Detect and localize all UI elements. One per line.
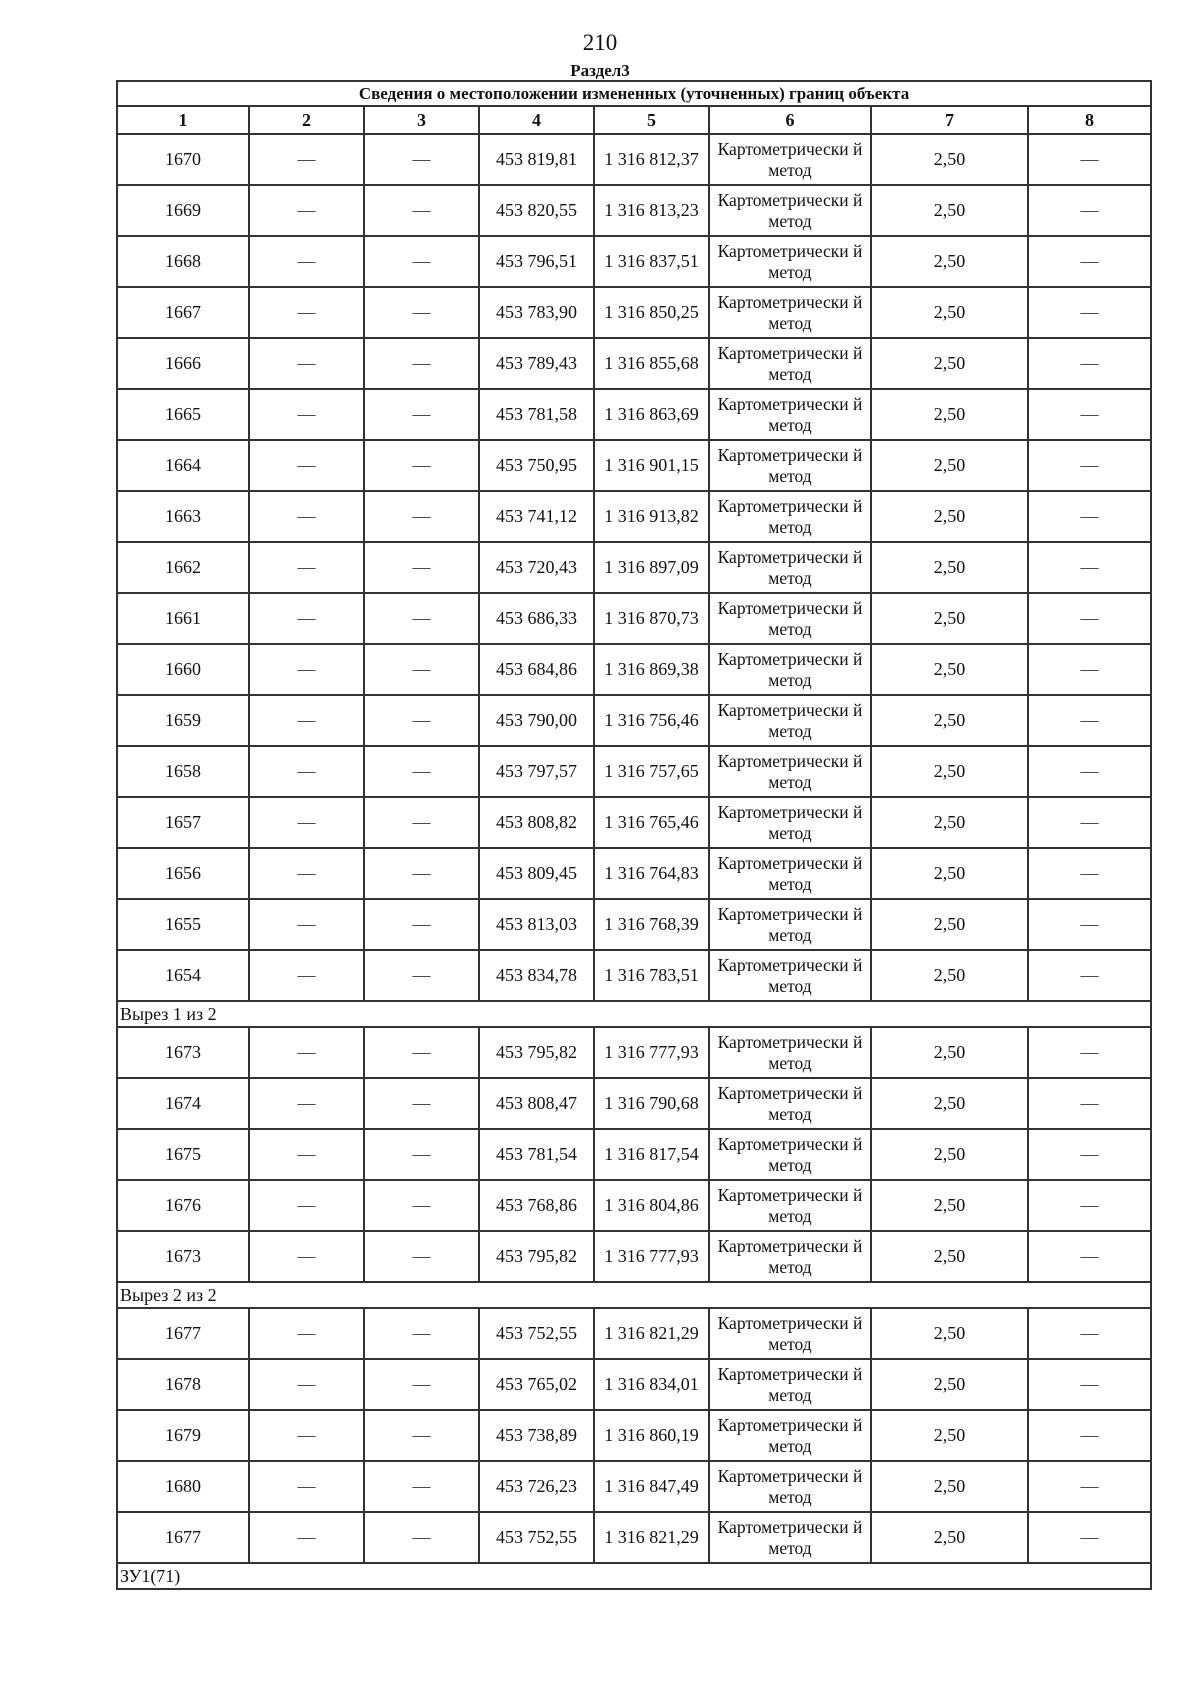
accuracy-cell: 2,50 <box>871 338 1028 389</box>
page-number: 210 <box>582 30 618 55</box>
column-2-cell: — <box>249 287 364 338</box>
accuracy-cell: 2,50 <box>871 950 1028 1001</box>
y-coordinate-cell: 1 316 812,37 <box>594 134 709 185</box>
column-3-cell: — <box>364 389 479 440</box>
point-number-cell: 1680 <box>117 1461 249 1512</box>
point-number-cell: 1662 <box>117 542 249 593</box>
table-row <box>117 134 1151 185</box>
x-coordinate-cell: 453 726,23 <box>479 1461 594 1512</box>
accuracy-cell: 2,50 <box>871 440 1028 491</box>
x-coordinate-cell: 453 720,43 <box>479 542 594 593</box>
column-header-1: 1 <box>117 106 249 134</box>
accuracy-cell: 2,50 <box>871 695 1028 746</box>
x-coordinate-cell: 453 783,90 <box>479 287 594 338</box>
method-cell: Картометрически й метод <box>709 338 871 389</box>
point-number-cell: 1654 <box>117 950 249 1001</box>
method-cell: Картометрически й метод <box>709 1180 871 1231</box>
point-number-cell: 1676 <box>117 1180 249 1231</box>
x-coordinate-cell: 453 795,82 <box>479 1231 594 1282</box>
point-number-cell: 1668 <box>117 236 249 287</box>
table-row <box>117 1359 1151 1410</box>
point-number-cell: 1678 <box>117 1359 249 1410</box>
method-cell: Картометрически й метод <box>709 440 871 491</box>
y-coordinate-cell: 1 316 834,01 <box>594 1359 709 1410</box>
accuracy-cell: 2,50 <box>871 287 1028 338</box>
accuracy-cell: 2,50 <box>871 593 1028 644</box>
column-8-cell: — <box>1028 950 1151 1001</box>
y-coordinate-cell: 1 316 821,29 <box>594 1308 709 1359</box>
column-8-cell: — <box>1028 236 1151 287</box>
section-label: ЗУ1(71) <box>117 1563 1151 1589</box>
x-coordinate-cell: 453 796,51 <box>479 236 594 287</box>
x-coordinate-cell: 453 819,81 <box>479 134 594 185</box>
section-label: Вырез 2 из 2 <box>117 1282 1151 1308</box>
column-2-cell: — <box>249 1078 364 1129</box>
column-3-cell: — <box>364 185 479 236</box>
x-coordinate-cell: 453 820,55 <box>479 185 594 236</box>
column-2-cell: — <box>249 338 364 389</box>
point-number-cell: 1655 <box>117 899 249 950</box>
column-2-cell: — <box>249 1512 364 1563</box>
y-coordinate-cell: 1 316 757,65 <box>594 746 709 797</box>
table-row <box>117 542 1151 593</box>
point-number-cell: 1663 <box>117 491 249 542</box>
y-coordinate-cell: 1 316 913,82 <box>594 491 709 542</box>
y-coordinate-cell: 1 316 855,68 <box>594 338 709 389</box>
column-3-cell: — <box>364 1308 479 1359</box>
y-coordinate-cell: 1 316 783,51 <box>594 950 709 1001</box>
column-2-cell: — <box>249 899 364 950</box>
accuracy-cell: 2,50 <box>871 236 1028 287</box>
column-3-cell: — <box>364 593 479 644</box>
table-row <box>117 287 1151 338</box>
column-3-cell: — <box>364 746 479 797</box>
coordinates-table <box>116 80 1152 1590</box>
point-number-cell: 1679 <box>117 1410 249 1461</box>
section-label: Вырез 1 из 2 <box>117 1001 1151 1027</box>
y-coordinate-cell: 1 316 756,46 <box>594 695 709 746</box>
column-8-cell: — <box>1028 1359 1151 1410</box>
x-coordinate-cell: 453 781,58 <box>479 389 594 440</box>
column-8-cell: — <box>1028 593 1151 644</box>
column-8-cell: — <box>1028 1231 1151 1282</box>
column-header-4: 4 <box>479 106 594 134</box>
table-row <box>117 1180 1151 1231</box>
point-number-cell: 1667 <box>117 287 249 338</box>
method-cell: Картометрически й метод <box>709 491 871 542</box>
method-cell: Картометрически й метод <box>709 1078 871 1129</box>
table-row <box>117 1410 1151 1461</box>
method-cell: Картометрически й метод <box>709 1410 871 1461</box>
point-number-cell: 1673 <box>117 1027 249 1078</box>
column-8-cell: — <box>1028 848 1151 899</box>
accuracy-cell: 2,50 <box>871 134 1028 185</box>
column-header-7: 7 <box>871 106 1028 134</box>
point-number-cell: 1657 <box>117 797 249 848</box>
column-3-cell: — <box>364 1180 479 1231</box>
column-3-cell: — <box>364 491 479 542</box>
table-row <box>117 848 1151 899</box>
column-8-cell: — <box>1028 134 1151 185</box>
column-8-cell: — <box>1028 1078 1151 1129</box>
method-cell: Картометрически й метод <box>709 134 871 185</box>
table-row <box>117 389 1151 440</box>
column-8-cell: — <box>1028 797 1151 848</box>
column-2-cell: — <box>249 950 364 1001</box>
column-3-cell: — <box>364 1027 479 1078</box>
method-cell: Картометрически й метод <box>709 593 871 644</box>
point-number-cell: 1659 <box>117 695 249 746</box>
method-cell: Картометрически й метод <box>709 542 871 593</box>
y-coordinate-cell: 1 316 777,93 <box>594 1231 709 1282</box>
x-coordinate-cell: 453 750,95 <box>479 440 594 491</box>
accuracy-cell: 2,50 <box>871 1231 1028 1282</box>
accuracy-cell: 2,50 <box>871 185 1028 236</box>
column-3-cell: — <box>364 950 479 1001</box>
x-coordinate-cell: 453 684,86 <box>479 644 594 695</box>
column-3-cell: — <box>364 1078 479 1129</box>
column-header-row <box>117 106 1151 134</box>
column-2-cell: — <box>249 695 364 746</box>
method-cell: Картометрически й метод <box>709 1308 871 1359</box>
column-3-cell: — <box>364 440 479 491</box>
method-cell: Картометрически й метод <box>709 899 871 950</box>
x-coordinate-cell: 453 795,82 <box>479 1027 594 1078</box>
column-2-cell: — <box>249 644 364 695</box>
accuracy-cell: 2,50 <box>871 389 1028 440</box>
x-coordinate-cell: 453 789,43 <box>479 338 594 389</box>
y-coordinate-cell: 1 316 817,54 <box>594 1129 709 1180</box>
point-number-cell: 1674 <box>117 1078 249 1129</box>
method-cell: Картометрически й метод <box>709 389 871 440</box>
y-coordinate-cell: 1 316 869,38 <box>594 644 709 695</box>
column-header-6: 6 <box>709 106 871 134</box>
column-2-cell: — <box>249 1231 364 1282</box>
method-cell: Картометрически й метод <box>709 1027 871 1078</box>
x-coordinate-cell: 453 797,57 <box>479 746 594 797</box>
column-8-cell: — <box>1028 695 1151 746</box>
column-header-2: 2 <box>249 106 364 134</box>
column-header-5: 5 <box>594 106 709 134</box>
accuracy-cell: 2,50 <box>871 644 1028 695</box>
column-8-cell: — <box>1028 1410 1151 1461</box>
column-8-cell: — <box>1028 1180 1151 1231</box>
table-row <box>117 1078 1151 1129</box>
x-coordinate-cell: 453 834,78 <box>479 950 594 1001</box>
method-cell: Картометрически й метод <box>709 1231 871 1282</box>
y-coordinate-cell: 1 316 847,49 <box>594 1461 709 1512</box>
method-cell: Картометрически й метод <box>709 848 871 899</box>
accuracy-cell: 2,50 <box>871 542 1028 593</box>
y-coordinate-cell: 1 316 860,19 <box>594 1410 709 1461</box>
table-row <box>117 1461 1151 1512</box>
table-row <box>117 644 1151 695</box>
y-coordinate-cell: 1 316 790,68 <box>594 1078 709 1129</box>
accuracy-cell: 2,50 <box>871 746 1028 797</box>
column-3-cell: — <box>364 134 479 185</box>
y-coordinate-cell: 1 316 768,39 <box>594 899 709 950</box>
point-number-cell: 1666 <box>117 338 249 389</box>
method-cell: Картометрически й метод <box>709 236 871 287</box>
method-cell: Картометрически й метод <box>709 797 871 848</box>
table-row <box>117 1512 1151 1563</box>
table-row <box>117 1231 1151 1282</box>
column-3-cell: — <box>364 1410 479 1461</box>
point-number-cell: 1669 <box>117 185 249 236</box>
table-row <box>117 338 1151 389</box>
point-number-cell: 1665 <box>117 389 249 440</box>
column-8-cell: — <box>1028 185 1151 236</box>
section-label-row <box>117 1282 1151 1308</box>
x-coordinate-cell: 453 768,86 <box>479 1180 594 1231</box>
accuracy-cell: 2,50 <box>871 1359 1028 1410</box>
accuracy-cell: 2,50 <box>871 1078 1028 1129</box>
table-row <box>117 899 1151 950</box>
point-number-cell: 1658 <box>117 746 249 797</box>
column-8-cell: — <box>1028 440 1151 491</box>
y-coordinate-cell: 1 316 777,93 <box>594 1027 709 1078</box>
column-2-cell: — <box>249 185 364 236</box>
table-row <box>117 1129 1151 1180</box>
column-3-cell: — <box>364 542 479 593</box>
column-3-cell: — <box>364 338 479 389</box>
y-coordinate-cell: 1 316 870,73 <box>594 593 709 644</box>
column-8-cell: — <box>1028 338 1151 389</box>
point-number-cell: 1664 <box>117 440 249 491</box>
column-2-cell: — <box>249 134 364 185</box>
column-2-cell: — <box>249 1129 364 1180</box>
x-coordinate-cell: 453 781,54 <box>479 1129 594 1180</box>
point-number-cell: 1660 <box>117 644 249 695</box>
y-coordinate-cell: 1 316 901,15 <box>594 440 709 491</box>
method-cell: Картометрически й метод <box>709 695 871 746</box>
point-number-cell: 1661 <box>117 593 249 644</box>
table-row <box>117 185 1151 236</box>
column-3-cell: — <box>364 1461 479 1512</box>
column-2-cell: — <box>249 1180 364 1231</box>
column-2-cell: — <box>249 1461 364 1512</box>
table-row <box>117 797 1151 848</box>
column-2-cell: — <box>249 491 364 542</box>
column-2-cell: — <box>249 593 364 644</box>
column-2-cell: — <box>249 1027 364 1078</box>
column-3-cell: — <box>364 644 479 695</box>
column-3-cell: — <box>364 1512 479 1563</box>
column-8-cell: — <box>1028 899 1151 950</box>
point-number-cell: 1677 <box>117 1512 249 1563</box>
x-coordinate-cell: 453 738,89 <box>479 1410 594 1461</box>
x-coordinate-cell: 453 809,45 <box>479 848 594 899</box>
accuracy-cell: 2,50 <box>871 848 1028 899</box>
method-cell: Картометрически й метод <box>709 1359 871 1410</box>
table-row <box>117 440 1151 491</box>
table-row <box>117 491 1151 542</box>
section-title: Раздел3 <box>570 61 630 80</box>
method-cell: Картометрически й метод <box>709 644 871 695</box>
column-2-cell: — <box>249 542 364 593</box>
point-number-cell: 1673 <box>117 1231 249 1282</box>
section-label-row <box>117 1001 1151 1027</box>
accuracy-cell: 2,50 <box>871 899 1028 950</box>
column-3-cell: — <box>364 287 479 338</box>
table-row <box>117 593 1151 644</box>
column-2-cell: — <box>249 440 364 491</box>
column-8-cell: — <box>1028 287 1151 338</box>
method-cell: Картометрически й метод <box>709 287 871 338</box>
accuracy-cell: 2,50 <box>871 1308 1028 1359</box>
column-8-cell: — <box>1028 491 1151 542</box>
y-coordinate-cell: 1 316 863,69 <box>594 389 709 440</box>
column-2-cell: — <box>249 797 364 848</box>
column-2-cell: — <box>249 389 364 440</box>
y-coordinate-cell: 1 316 813,23 <box>594 185 709 236</box>
column-2-cell: — <box>249 746 364 797</box>
x-coordinate-cell: 453 790,00 <box>479 695 594 746</box>
y-coordinate-cell: 1 316 804,86 <box>594 1180 709 1231</box>
column-8-cell: — <box>1028 389 1151 440</box>
column-3-cell: — <box>364 848 479 899</box>
table-row <box>117 695 1151 746</box>
method-cell: Картометрически й метод <box>709 1461 871 1512</box>
section-label-row <box>117 1563 1151 1589</box>
accuracy-cell: 2,50 <box>871 1129 1028 1180</box>
column-2-cell: — <box>249 1308 364 1359</box>
column-8-cell: — <box>1028 644 1151 695</box>
column-2-cell: — <box>249 848 364 899</box>
point-number-cell: 1670 <box>117 134 249 185</box>
column-3-cell: — <box>364 1359 479 1410</box>
column-8-cell: — <box>1028 1308 1151 1359</box>
method-cell: Картометрически й метод <box>709 185 871 236</box>
x-coordinate-cell: 453 813,03 <box>479 899 594 950</box>
y-coordinate-cell: 1 316 765,46 <box>594 797 709 848</box>
column-3-cell: — <box>364 695 479 746</box>
x-coordinate-cell: 453 808,82 <box>479 797 594 848</box>
accuracy-cell: 2,50 <box>871 1512 1028 1563</box>
column-3-cell: — <box>364 797 479 848</box>
accuracy-cell: 2,50 <box>871 1410 1028 1461</box>
y-coordinate-cell: 1 316 821,29 <box>594 1512 709 1563</box>
column-8-cell: — <box>1028 1512 1151 1563</box>
column-8-cell: — <box>1028 1461 1151 1512</box>
x-coordinate-cell: 453 686,33 <box>479 593 594 644</box>
method-cell: Картометрически й метод <box>709 1129 871 1180</box>
y-coordinate-cell: 1 316 850,25 <box>594 287 709 338</box>
table-row <box>117 236 1151 287</box>
column-3-cell: — <box>364 1129 479 1180</box>
y-coordinate-cell: 1 316 897,09 <box>594 542 709 593</box>
column-8-cell: — <box>1028 542 1151 593</box>
accuracy-cell: 2,50 <box>871 491 1028 542</box>
point-number-cell: 1677 <box>117 1308 249 1359</box>
column-2-cell: — <box>249 1359 364 1410</box>
point-number-cell: 1675 <box>117 1129 249 1180</box>
x-coordinate-cell: 453 765,02 <box>479 1359 594 1410</box>
column-3-cell: — <box>364 899 479 950</box>
column-3-cell: — <box>364 1231 479 1282</box>
method-cell: Картометрически й метод <box>709 746 871 797</box>
column-3-cell: — <box>364 236 479 287</box>
table-row <box>117 950 1151 1001</box>
table-body <box>117 134 1151 1589</box>
y-coordinate-cell: 1 316 837,51 <box>594 236 709 287</box>
accuracy-cell: 2,50 <box>871 797 1028 848</box>
table-row <box>117 1308 1151 1359</box>
table-row <box>117 1027 1151 1078</box>
table-row <box>117 746 1151 797</box>
column-8-cell: — <box>1028 746 1151 797</box>
table-title: Сведения о местоположении измененных (уточненных) границ объекта <box>117 81 1151 106</box>
method-cell: Картометрически й метод <box>709 950 871 1001</box>
y-coordinate-cell: 1 316 764,83 <box>594 848 709 899</box>
x-coordinate-cell: 453 752,55 <box>479 1308 594 1359</box>
accuracy-cell: 2,50 <box>871 1027 1028 1078</box>
column-header-3: 3 <box>364 106 479 134</box>
x-coordinate-cell: 453 752,55 <box>479 1512 594 1563</box>
x-coordinate-cell: 453 808,47 <box>479 1078 594 1129</box>
column-2-cell: — <box>249 236 364 287</box>
point-number-cell: 1656 <box>117 848 249 899</box>
column-2-cell: — <box>249 1410 364 1461</box>
column-header-8: 8 <box>1028 106 1151 134</box>
accuracy-cell: 2,50 <box>871 1180 1028 1231</box>
accuracy-cell: 2,50 <box>871 1461 1028 1512</box>
x-coordinate-cell: 453 741,12 <box>479 491 594 542</box>
method-cell: Картометрически й метод <box>709 1512 871 1563</box>
column-8-cell: — <box>1028 1027 1151 1078</box>
column-8-cell: — <box>1028 1129 1151 1180</box>
